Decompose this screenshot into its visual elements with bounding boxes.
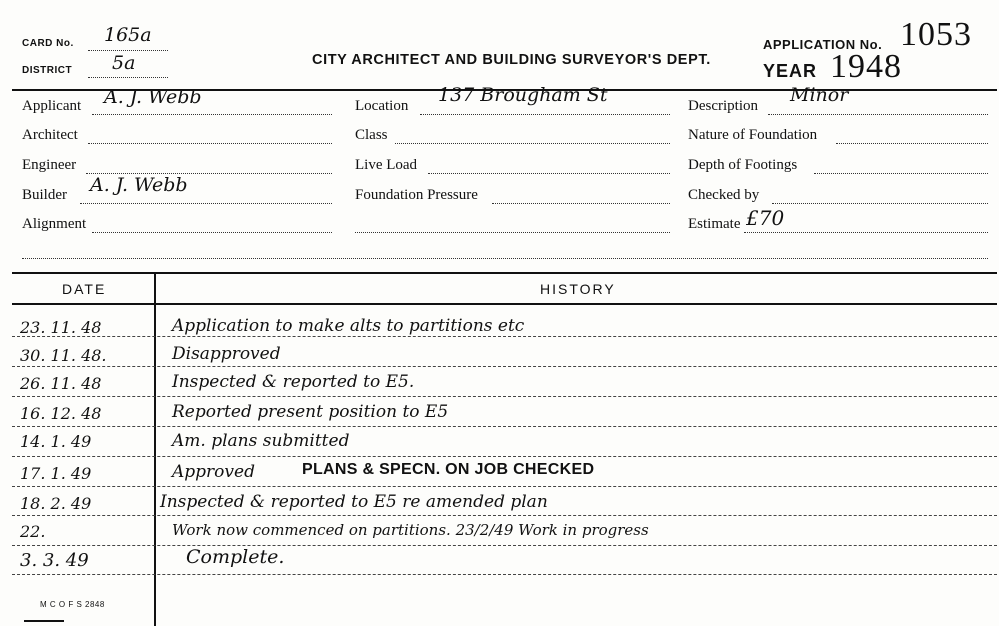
row-8-date: 22. <box>20 522 46 541</box>
col2-blank-line <box>355 232 670 233</box>
row-7-date: 18. 2. 49 <box>20 494 92 513</box>
estimate-line <box>744 232 988 233</box>
location-value: 137 Brougham St <box>438 84 608 106</box>
row-rule <box>12 486 997 487</box>
row-1-text: Application to make alts to partitions etc <box>172 316 525 336</box>
row-1-date: 23. 11. 48 <box>20 318 102 337</box>
row-6-date: 17. 1. 49 <box>20 464 92 483</box>
checked-by-label: Checked by <box>688 187 760 203</box>
district-line <box>88 77 168 78</box>
applicant-label: Applicant <box>22 98 82 114</box>
estimate-label: Estimate <box>688 216 741 232</box>
row-3-text: Inspected & reported to E5. <box>172 372 415 392</box>
depth-of-footings-label: Depth of Footings <box>688 157 798 173</box>
builder-label: Builder <box>22 187 67 203</box>
class-line <box>395 143 670 144</box>
live-load-label: Live Load <box>355 157 418 173</box>
nature-of-foundation-label: Nature of Foundation <box>688 127 818 143</box>
year-label: YEAR <box>763 61 818 81</box>
year-value: 1948 <box>830 48 902 85</box>
row-rule <box>12 426 997 427</box>
row-3-date: 26. 11. 48 <box>20 374 102 393</box>
depth-of-footings-line <box>814 173 988 174</box>
engineer-label: Engineer <box>22 157 77 173</box>
row-rule <box>12 574 997 575</box>
foundation-pressure-label: Foundation Pressure <box>355 187 478 203</box>
location-line <box>420 114 670 115</box>
row-4-date: 16. 12. 48 <box>20 404 102 423</box>
alignment-line <box>92 232 332 233</box>
builder-line <box>80 203 332 204</box>
estimate-value: £70 <box>746 206 785 230</box>
date-column-header: DATE <box>62 281 107 297</box>
row-7-text: Inspected & reported to E5 re amended plan <box>160 492 548 512</box>
applicant-value: A. J. Webb <box>104 86 202 108</box>
card-no-line <box>88 50 168 51</box>
card-no-value: 165a <box>104 24 152 46</box>
description-value: Minor <box>790 84 849 106</box>
class-label: Class <box>355 127 388 143</box>
row-2-date: 30. 11. 48. <box>20 346 107 365</box>
card-no-label: CARD No. <box>22 38 74 49</box>
row-rule <box>12 336 997 337</box>
architect-label: Architect <box>22 127 78 143</box>
row-9-text: Complete. <box>186 546 285 568</box>
row-5-date: 14. 1. 49 <box>20 432 92 451</box>
applicant-line <box>92 114 332 115</box>
checked-by-line <box>772 203 988 204</box>
application-label: APPLICATION No. <box>763 37 883 52</box>
description-label: Description <box>688 98 758 114</box>
location-label: Location <box>355 98 409 114</box>
description-line <box>768 114 988 115</box>
architect-line <box>88 143 332 144</box>
row-rule <box>12 515 997 516</box>
row-4-text: Reported present position to E5 <box>172 402 449 422</box>
row-rule <box>12 366 997 367</box>
nature-of-foundation-line <box>836 143 988 144</box>
live-load-line <box>428 173 670 174</box>
dept-title: CITY ARCHITECT AND BUILDING SURVEYOR'S DEPT. <box>312 52 711 68</box>
row-9-date: 3. 3. 49 <box>20 550 89 571</box>
alignment-label: Alignment <box>22 216 87 232</box>
row-rule <box>12 545 997 546</box>
builder-value: A. J. Webb <box>90 174 188 196</box>
table-top-rule <box>12 272 997 274</box>
row-6-typed-note: PLANS & SPECN. ON JOB CHECKED <box>302 461 595 478</box>
district-label: DISTRICT <box>22 65 73 76</box>
row-rule <box>12 456 997 457</box>
foundation-pressure-line <box>492 203 670 204</box>
header-underline <box>12 303 997 305</box>
fields-bottom-dotted <box>22 258 988 259</box>
row-2-text: Disapproved <box>172 344 281 364</box>
footer-tick <box>24 620 64 622</box>
row-8-text: Work now commenced on partitions. 23/2/49 Work in progress <box>172 521 649 539</box>
row-6-text: Approved <box>172 462 255 482</box>
row-rule <box>12 396 997 397</box>
application-number: 1053 <box>900 16 972 53</box>
history-column-header: HISTORY <box>540 281 616 297</box>
row-5-text: Am. plans submitted <box>172 431 350 451</box>
form-code: M C O F S 2848 <box>40 600 105 609</box>
district-value: 5a <box>112 52 136 74</box>
